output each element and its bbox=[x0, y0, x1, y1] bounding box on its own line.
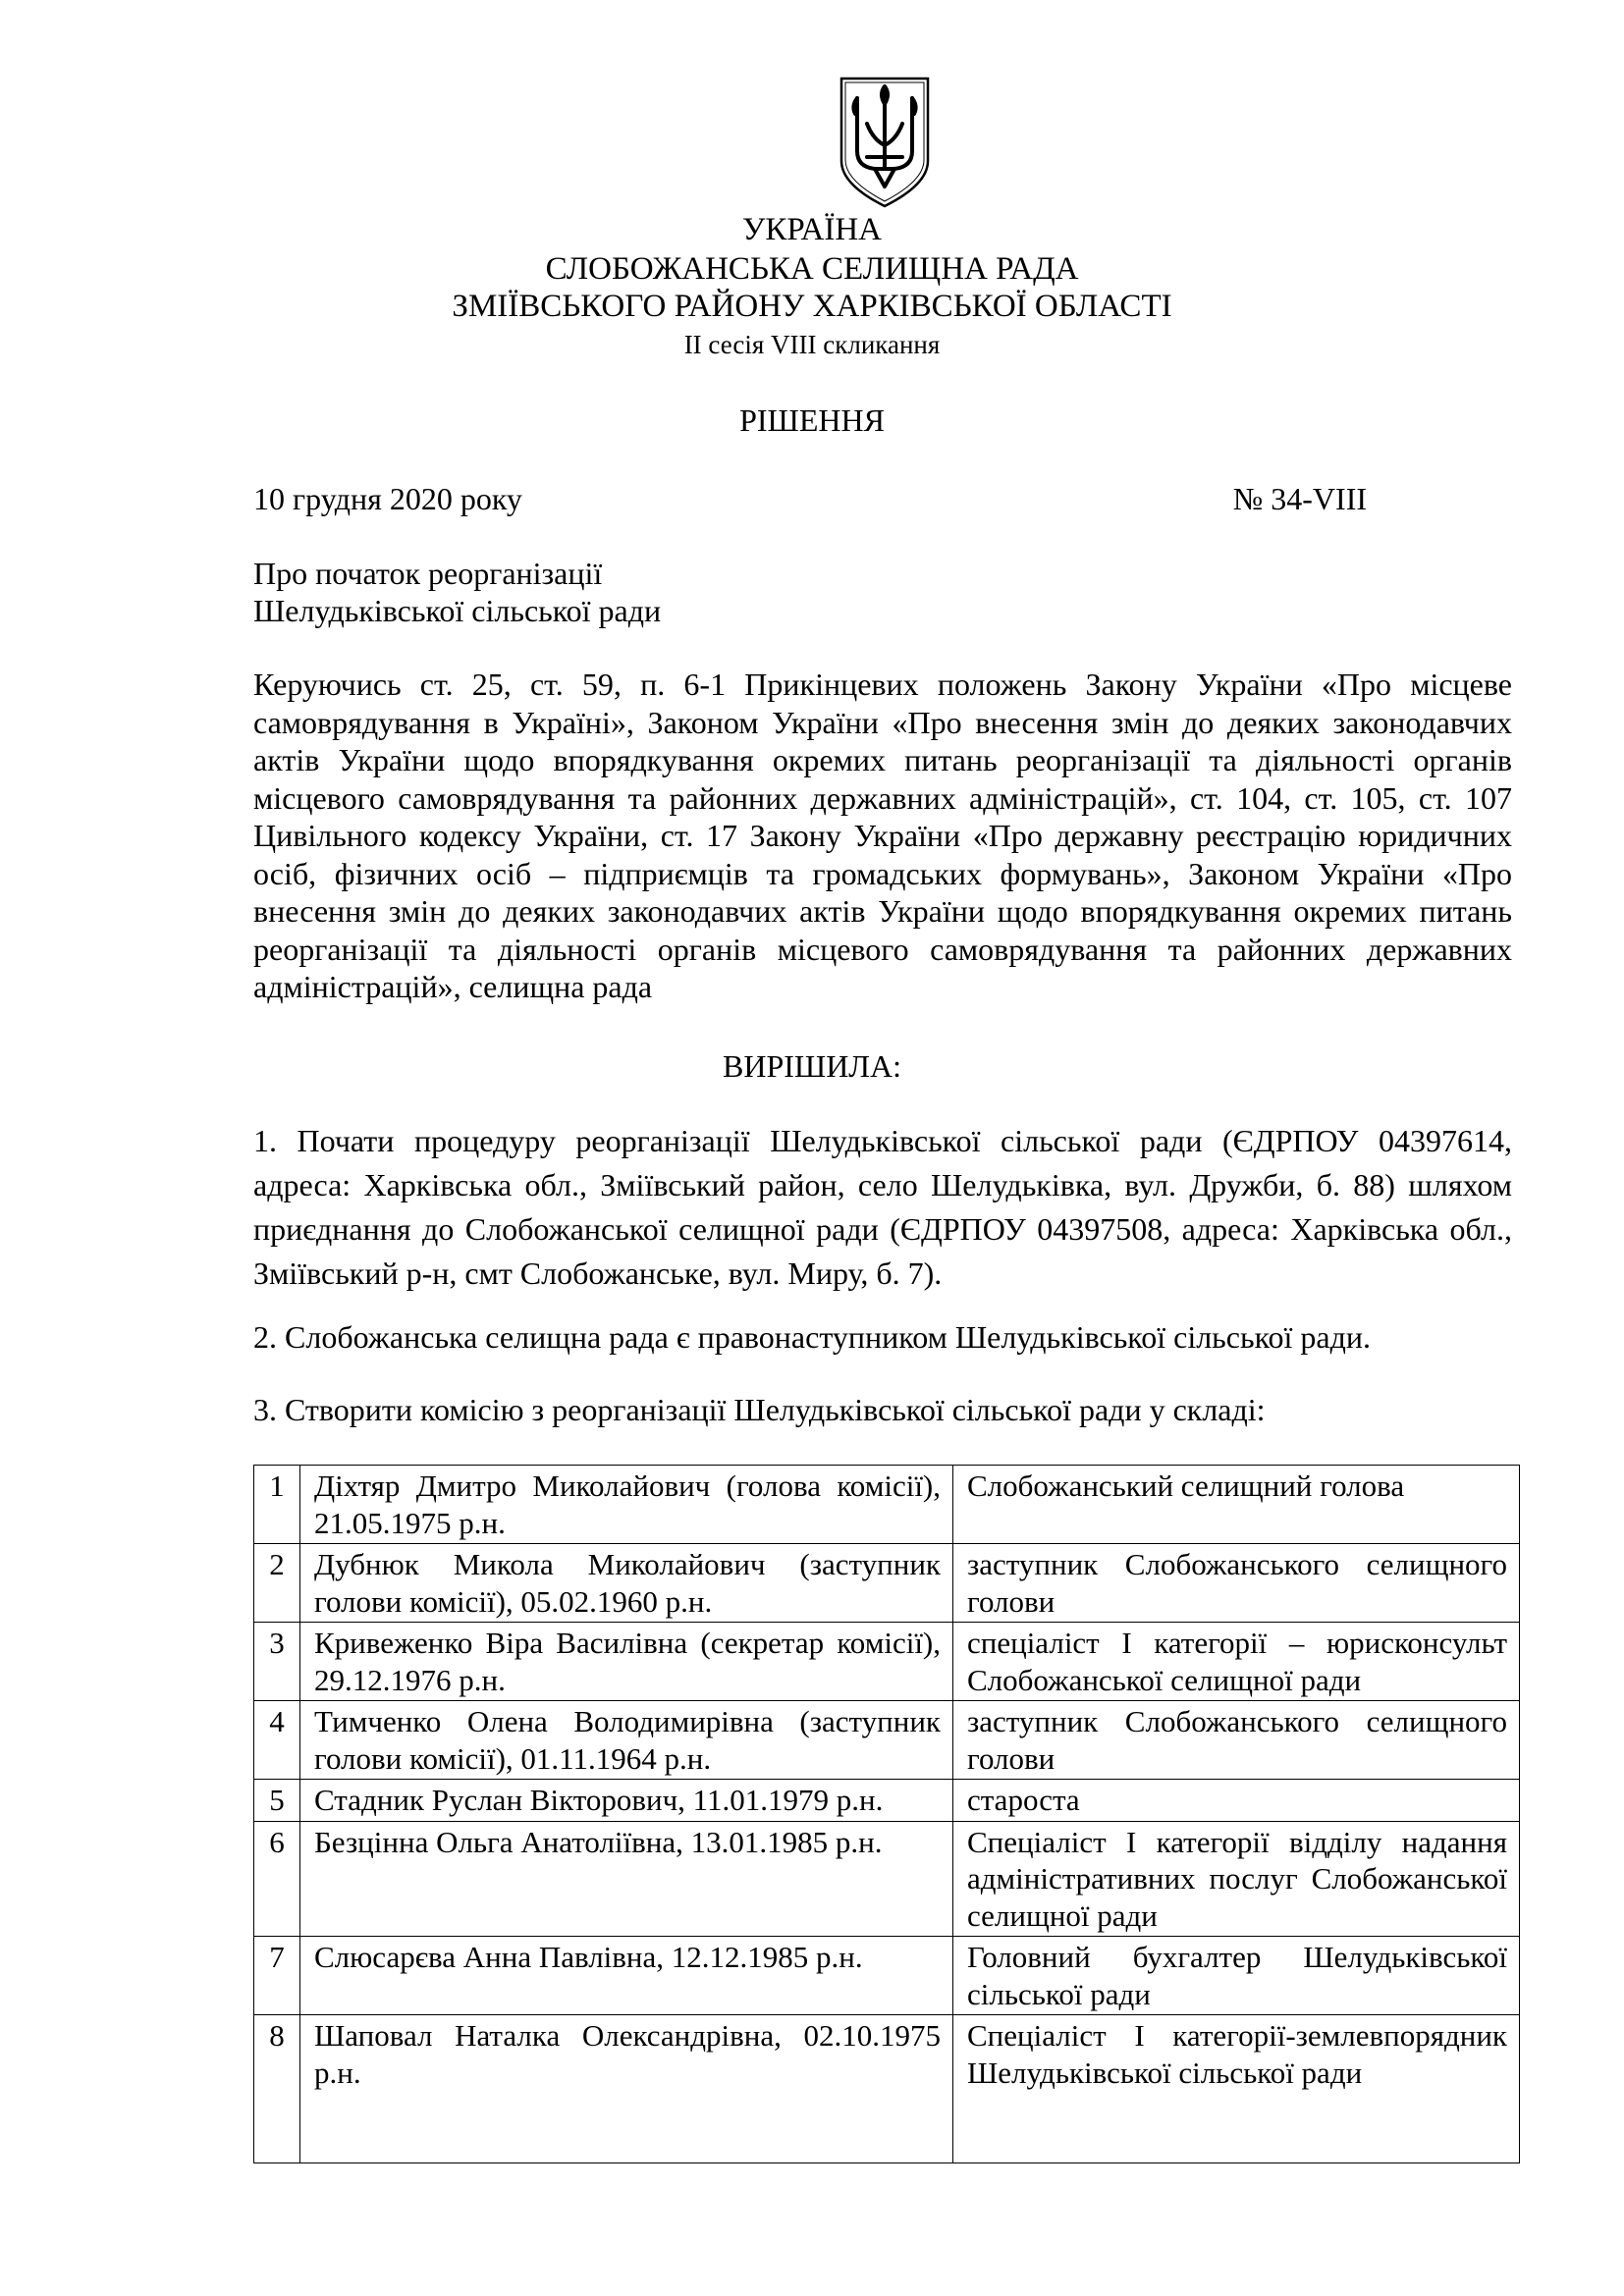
subject-line: Про початок реорганізації bbox=[253, 556, 603, 591]
row-number: 8 bbox=[254, 2015, 300, 2163]
table-row bbox=[254, 1544, 1520, 1623]
member-name: Слюсарєва Анна Павлівна, 12.12.1985 р.н. bbox=[300, 1937, 953, 2015]
member-name: Шаповал Наталка Олександрівна, 02.10.1975 р.н. bbox=[300, 2015, 953, 2163]
member-name: Кривеженко Віра Василівна (секретар комісії), 29.12.1976 р.н. bbox=[300, 1623, 953, 1701]
table-row bbox=[254, 1937, 1520, 2015]
row-number: 6 bbox=[254, 1821, 300, 1937]
table-row bbox=[254, 1701, 1520, 1780]
member-name: Безцінна Ольга Анатоліївна, 13.01.1985 р.н. bbox=[300, 1821, 953, 1937]
subject-line: Шелудьківської сільської ради bbox=[253, 593, 662, 628]
resolved-heading: ВИРІШИЛА: bbox=[723, 1048, 901, 1084]
row-number: 1 bbox=[254, 1466, 300, 1544]
table-row bbox=[254, 1466, 1520, 1544]
member-position: Слобожанський селищний голова bbox=[953, 1466, 1520, 1544]
document-type: РІШЕННЯ bbox=[739, 402, 885, 438]
row-number: 2 bbox=[254, 1544, 300, 1623]
member-position: староста bbox=[953, 1780, 1520, 1822]
member-name: Тимченко Олена Володимирівна (заступник голови комісії), 01.11.1964 р.н. bbox=[300, 1701, 953, 1780]
commission-table bbox=[253, 1465, 1520, 2163]
district-name: ЗМІЇВСЬКОГО РАЙОНУ ХАРКІВСЬКОЇ ОБЛАСТІ bbox=[452, 289, 1172, 324]
session-line: ІІ сесія VIIІ скликання bbox=[683, 330, 941, 359]
row-number: 3 bbox=[254, 1623, 300, 1701]
member-name: Дубнюк Микола Миколайович (заступник голови комісії), 05.02.1960 р.н. bbox=[300, 1544, 953, 1623]
decision-number: № 34-VIII bbox=[1232, 481, 1367, 516]
row-number: 4 bbox=[254, 1701, 300, 1780]
decision-item-1: 1. Почати процедуру реорганізації Шелудьківської сільської ради (ЄДРПОУ 04397614, адреса: Харківська обл., Зміївський район, село Шелудьківка, вул. Дружби, б. 88) шляхом приєднання до Слобожанської селищної ради (ЄДРПОУ 04397508, адреса: Харківська обл., Зміївський р-н, смт Слобожанське, вул. Миру, б. 7). bbox=[253, 1123, 1512, 1291]
decision-item-3: 3. Створити комісію з реорганізації Шелудьківської сільської ради у складі: bbox=[253, 1392, 1266, 1427]
table-row bbox=[254, 1780, 1520, 1822]
member-position: заступник Слобожанського селищного голови bbox=[953, 1544, 1520, 1623]
table-row bbox=[254, 1821, 1520, 1937]
member-name: Діхтяр Дмитро Миколайович (голова комісії), 21.05.1975 р.н. bbox=[300, 1466, 953, 1544]
country-name: УКРАЇНА bbox=[742, 212, 882, 247]
decision-item-2: 2. Слобожанська селищна рада є правонаступником Шелудьківської сільської ради. bbox=[253, 1319, 1371, 1355]
trident-coat-of-arms-icon bbox=[838, 75, 932, 210]
decision-date: 10 грудня 2020 року bbox=[253, 481, 522, 516]
member-position: Спеціаліст І категорії відділу надання адміністративних послуг Слобожанської селищної ради bbox=[953, 1821, 1520, 1937]
table-row bbox=[254, 1623, 1520, 1701]
table-row bbox=[254, 2015, 1520, 2163]
decision-subject bbox=[253, 555, 661, 629]
member-position: заступник Слобожанського селищного голови bbox=[953, 1701, 1520, 1780]
member-name: Стадник Руслан Вікторович, 11.01.1979 р.н. bbox=[300, 1780, 953, 1822]
row-number: 5 bbox=[254, 1780, 300, 1822]
member-position: Головний бухгалтер Шелудьківської сільської ради bbox=[953, 1937, 1520, 2015]
member-position: Спеціаліст І категорії-землевпорядник Шелудьківської сільської ради bbox=[953, 2015, 1520, 2163]
council-name: СЛОБОЖАНСЬКА СЕЛИЩНА РАДА bbox=[545, 251, 1079, 287]
member-position: спеціаліст І категорії – юрисконсульт Слобожанської селищної ради bbox=[953, 1623, 1520, 1701]
row-number: 7 bbox=[254, 1937, 300, 2015]
preamble-paragraph: Керуючись ст. 25, ст. 59, п. 6-1 Прикінцевих положень Закону України «Про місцеве самоврядування в Україні», Законом України «Про внесення змін до деяких законодавчих актів України щодо впорядкування окремих питань реорганізації та діяльності органів місцевого самоврядування та районних державних адміністрацій», ст. 104, ст. 105, ст. 107 Цивільного кодексу України, ст. 17 Закону України «Про державну реєстрацію юридичних осіб, фізичних осіб – підприємців та громадських формувань», Законом України «Про внесення змін до деяких законодавчих актів України щодо впорядкування окремих питань реорганізації та діяльності органів місцевого самоврядування та районних державних адміністрацій», селищна рада bbox=[253, 667, 1512, 1004]
